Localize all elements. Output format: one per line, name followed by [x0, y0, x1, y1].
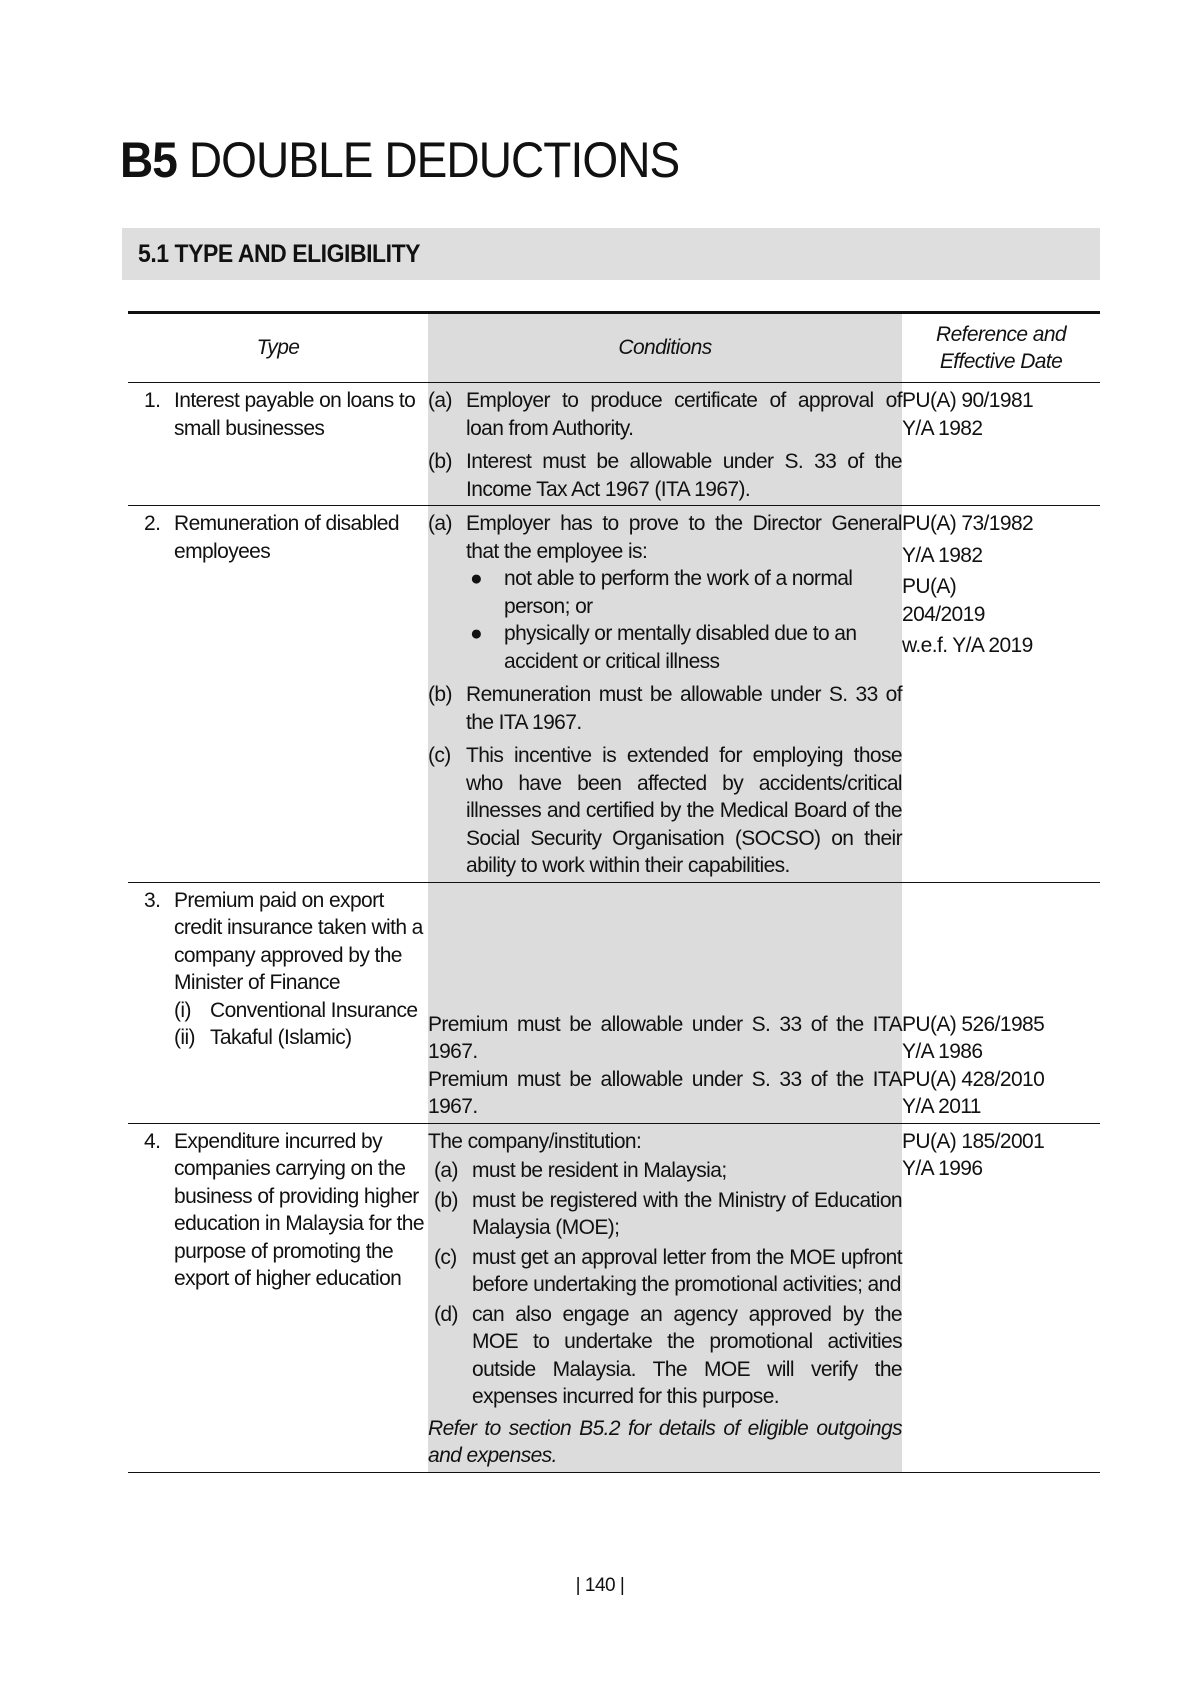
type-cell: [128, 506, 428, 883]
type-cell: [128, 383, 428, 506]
effective-date: Y/A 1986: [902, 1040, 983, 1063]
row-number: 2.: [144, 512, 161, 535]
condition-intro: The company/institution:: [428, 1129, 642, 1153]
condition-text: must be resident in Malaysia;: [472, 1159, 727, 1182]
condition-text: This incentive is extended for employing those who have been affected by accidents/critical illnesses and certified by the Medical Board of the Social Security Organisation (SOCSO) on their ability to work within their capabilities.: [466, 744, 902, 877]
row-number: 4.: [144, 1129, 161, 1153]
condition-text: Employer to produce certificate of approval of loan from Authority.: [466, 389, 902, 440]
effective-date: Y/A 2011: [902, 1095, 981, 1118]
item-marker: (a): [428, 389, 452, 412]
reference-text: PU(A) 204/2019: [902, 575, 985, 626]
effective-date: Y/A 1982: [902, 543, 983, 567]
page-number: | 140 |: [575, 1575, 625, 1596]
row-number: 3.: [144, 888, 161, 912]
condition-text: must get an approval letter from the MOE upfront before undertaking the promotional activities; and: [472, 1245, 902, 1296]
condition-text: Employer has to prove to the Director General that the employee is:: [466, 512, 902, 563]
header-conditions: Conditions: [428, 313, 902, 383]
header-reference-line1: Reference and: [936, 322, 1066, 346]
table-row: [128, 1123, 1100, 1472]
type-cell: [128, 1123, 428, 1472]
item-marker: (b): [428, 683, 452, 706]
table-row: [128, 383, 1100, 506]
condition-text: Remuneration must be allowable under S. 33 of the ITA 1967.: [466, 683, 902, 734]
table-header-row: [128, 313, 1100, 383]
conditions-cell: [428, 882, 902, 1123]
reference-cell: [902, 506, 1100, 883]
section-reference-note: Refer to section B5.2 for details of eligible outgoings and expenses.: [428, 1416, 902, 1467]
effective-date: Y/A 1996: [902, 1157, 983, 1180]
bullet-text: physically or mentally disabled due to an accident or critical illness: [504, 622, 857, 673]
item-marker: (a): [428, 512, 452, 535]
item-marker: (b): [434, 1188, 458, 1212]
double-deductions-table: [128, 311, 1100, 1473]
header-type: Type: [128, 313, 428, 383]
type-text: Premium paid on export credit insurance taken with a company approved by the Minister of Finance: [174, 888, 423, 994]
bullet-icon: ●: [470, 567, 483, 590]
chapter-code: B5: [120, 132, 177, 188]
header-reference: [902, 313, 1100, 383]
table-row: [128, 882, 1100, 1123]
conditions-cell: [428, 1123, 902, 1472]
section-header-bar: [122, 228, 1100, 280]
item-marker: (c): [428, 744, 451, 767]
reference-text: PU(A) 428/2010: [902, 1067, 1045, 1091]
reference-text: PU(A) 90/1981: [902, 389, 1034, 412]
reference-text: PU(A) 73/1982: [902, 512, 1034, 535]
bullet-icon: ●: [470, 622, 483, 645]
page-title: [120, 128, 679, 192]
condition-text: Interest must be allowable under S. 33 of the Income Tax Act 1967 (ITA 1967).: [466, 450, 902, 501]
subtype-text: Conventional Insurance: [210, 998, 418, 1022]
conditions-cell: [428, 383, 902, 506]
effective-date: Y/A 1982: [902, 416, 983, 440]
item-marker: (d): [434, 1302, 458, 1326]
item-marker: (c): [434, 1245, 457, 1269]
row-number: 1.: [144, 389, 161, 412]
reference-text: PU(A) 185/2001: [902, 1129, 1045, 1153]
item-marker: (i): [174, 998, 191, 1022]
type-text: Remuneration of disabled employees: [174, 512, 399, 563]
type-text: Expenditure incurred by companies carrying on the business of providing higher education in Malaysia for the purpose of promoting the export of higher education: [174, 1129, 424, 1290]
effective-date: w.e.f. Y/A 2019: [902, 634, 1033, 657]
table-row: [128, 506, 1100, 883]
section-title: 5.1 TYPE AND ELIGIBILITY: [138, 240, 421, 268]
bullet-text: not able to perform the work of a normal person; or: [504, 567, 853, 618]
reference-cell: [902, 882, 1100, 1123]
chapter-title: DOUBLE DEDUCTIONS: [188, 132, 680, 188]
condition-text: can also engage an agency approved by the MOE to undertake the promotional activities outside Malaysia. The MOE will verify the expenses incurred for this purpose.: [472, 1302, 902, 1408]
condition-text: Premium must be allowable under S. 33 of the ITA 1967.: [428, 1012, 902, 1063]
condition-text: Premium must be allowable under S. 33 of the ITA 1967.: [428, 1067, 902, 1118]
header-reference-line2: Effective Date: [939, 350, 1063, 373]
reference-cell: [902, 1123, 1100, 1472]
item-marker: (b): [428, 450, 452, 473]
reference-text: PU(A) 526/1985: [902, 1012, 1045, 1036]
subtype-text: Takaful (Islamic): [210, 1026, 352, 1049]
item-marker: (a): [434, 1159, 458, 1182]
conditions-cell: [428, 506, 902, 883]
type-cell: [128, 882, 428, 1123]
condition-text: must be registered with the Ministry of Education Malaysia (MOE);: [472, 1188, 902, 1239]
reference-cell: [902, 383, 1100, 506]
item-marker: (ii): [174, 1026, 195, 1049]
type-text: Interest payable on loans to small businesses: [174, 389, 416, 440]
